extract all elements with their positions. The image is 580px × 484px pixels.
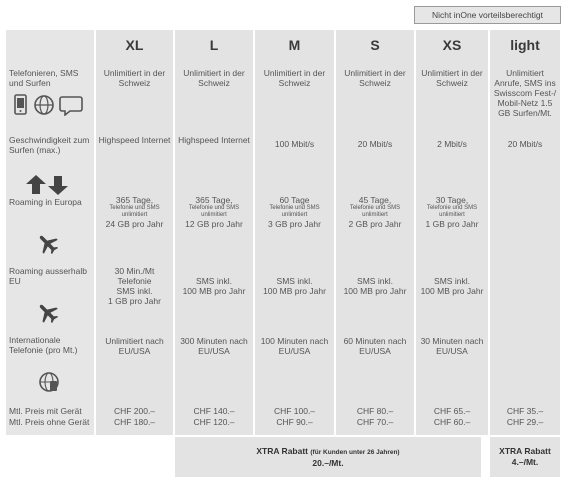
roaming-europa-xl — [96, 195, 173, 229]
xtra-rabatt-subtitle: (für Kunden unter 26 Jahren) — [310, 449, 400, 456]
xtra-rabatt-light-banner — [490, 437, 560, 477]
label-roaming-europa: Roaming in Europa — [9, 197, 82, 207]
label-roaming-ausserhalb: Roaming ausserhalb EU — [9, 266, 87, 286]
telefonieren-xs: Unlimitiert in der Schweiz — [421, 68, 483, 88]
roaming-data: 3 GB pro Jahr — [268, 219, 321, 229]
roaming-note: Telefonie und SMS unlimitiert — [269, 205, 320, 218]
plan-column-light — [490, 30, 560, 435]
preis-mit-xs: CHF 65.– — [433, 406, 471, 416]
comparison-table — [6, 30, 560, 435]
xtra-rabatt-banner — [175, 437, 481, 477]
roaming-days: 365 Tage, — [195, 195, 233, 205]
roaming-ausserhalb-l — [175, 276, 253, 296]
plan-column-xl — [96, 30, 173, 435]
roaming-ausserhalb-sms: SMS inkl. — [196, 276, 232, 286]
internationale-xl: Unlimitiert nach EU/USA — [105, 336, 164, 356]
preis-mit-m: CHF 100.– — [273, 406, 316, 416]
plan-column-s — [336, 30, 414, 435]
xtra-rabatt-title: XTRA Rabatt — [256, 446, 309, 456]
preis-mit-s: CHF 80.– — [356, 406, 394, 416]
plan-column-l — [175, 30, 253, 435]
roaming-days: 45 Tage, — [358, 195, 392, 205]
preis-mit-l: CHF 140.– — [193, 406, 235, 416]
row-labels-column — [6, 30, 94, 435]
preis-ohne-xl: CHF 180.– — [113, 417, 156, 427]
label-preis-ohne: Mtl. Preis ohne Gerät — [9, 417, 90, 427]
roaming-ausserhalb-sms: SMS inkl. — [116, 286, 153, 296]
plan-title-l: L — [209, 37, 219, 53]
telefonieren-light: Unlimitiert Anrufe, SMS ins Swisscom Fest-/ Mobil-Netz 1.5 GB Surfen/Mt. — [493, 68, 557, 118]
roaming-note: Telefonie und SMS unlimitiert — [188, 205, 240, 218]
roaming-ausserhalb-data: 100 MB pro Jahr — [263, 286, 326, 296]
geschwindigkeit-xs: 2 Mbit/s — [437, 139, 467, 149]
roaming-ausserhalb-sms: SMS inkl. — [434, 276, 470, 286]
roaming-ausserhalb-data: 1 GB pro Jahr — [108, 296, 161, 306]
preis-ohne-s: CHF 70.– — [356, 417, 394, 427]
arrows-up-down-icon — [26, 175, 70, 195]
preis-ohne-m: CHF 90.– — [276, 417, 313, 427]
preis-ohne-xs: CHF 60.– — [433, 417, 471, 427]
xtra-rabatt-light-title: XTRA Rabatt — [499, 446, 551, 456]
label-geschwindigkeit: Geschwindigkeit zum Surfen (max.) — [9, 135, 90, 155]
roaming-note: Telefonie und SMS unlimitiert — [426, 205, 478, 218]
geschwindigkeit-light: 20 Mbit/s — [507, 139, 543, 149]
roaming-data: 24 GB pro Jahr — [105, 219, 164, 229]
internationale-s: 60 Minuten nach EU/USA — [343, 336, 407, 356]
device-icons — [12, 94, 90, 116]
airplane-icon — [36, 233, 60, 255]
preis-mit-xl: CHF 200.– — [113, 406, 156, 416]
preis-ohne-l: CHF 120.– — [193, 417, 235, 427]
preis-mit-light: CHF 35.– — [506, 406, 544, 416]
plan-title-xl: XL — [125, 37, 144, 53]
internationale-xs: 30 Minuten nach EU/USA — [420, 336, 484, 356]
internationale-l: 300 Minuten nach EU/USA — [180, 336, 248, 356]
roaming-data: 2 GB pro Jahr — [348, 219, 402, 229]
roaming-ausserhalb-m — [255, 276, 334, 296]
roaming-days: 60 Tage — [279, 195, 310, 205]
roaming-ausserhalb-telefonie: 30 Min./Mt Telefonie — [114, 266, 155, 286]
roaming-ausserhalb-xs — [416, 276, 488, 296]
roaming-ausserhalb-data: 100 MB pro Jahr — [343, 286, 407, 296]
label-preis-mit: Mtl. Preis mit Gerät — [9, 406, 82, 416]
roaming-days: 365 Tage, — [115, 195, 154, 205]
roaming-ausserhalb-s — [336, 276, 414, 296]
plan-column-xs — [416, 30, 488, 435]
phone-icon — [15, 95, 26, 114]
telefonieren-m: Unlimitiert in der Schweiz — [263, 68, 326, 88]
plan-title-xs: XS — [442, 37, 462, 53]
roaming-note: Telefonie und SMS unlimitiert — [109, 205, 160, 218]
roaming-note: Telefonie und SMS unlimitiert — [349, 205, 401, 218]
label-telefonieren: Telefonieren, SMS und Surfen — [9, 68, 79, 88]
roaming-days: 30 Tage, — [435, 195, 469, 205]
roaming-ausserhalb-data: 100 MB pro Jahr — [182, 286, 246, 296]
chat-icon — [60, 97, 82, 115]
geschwindigkeit-l: Highspeed Internet — [178, 135, 250, 145]
plan-title-light: light — [510, 37, 540, 53]
preis-ohne-light: CHF 29.– — [506, 417, 544, 427]
not-inone-note: Nicht inOne vorteilsberechtigt — [414, 6, 561, 24]
telefonieren-xl: Unlimitiert in der Schweiz — [103, 68, 166, 88]
airplane-icon — [36, 302, 60, 324]
roaming-data: 12 GB pro Jahr — [185, 219, 243, 229]
plan-column-m — [255, 30, 334, 435]
telefonieren-l: Unlimitiert in der Schweiz — [183, 68, 245, 88]
globe-phone-icon — [38, 371, 60, 393]
plan-title-m: M — [288, 37, 301, 53]
roaming-ausserhalb-data: 100 MB pro Jahr — [420, 286, 484, 296]
xtra-rabatt-amount: 20.–/Mt. — [312, 458, 344, 468]
geschwindigkeit-m: 100 Mbit/s — [274, 139, 315, 149]
roaming-data: 1 GB pro Jahr — [425, 219, 479, 229]
geschwindigkeit-xl: Highspeed Internet — [98, 135, 171, 145]
roaming-europa-m — [255, 195, 334, 229]
label-internationale: Internationale Telefonie (pro Mt.) — [9, 335, 78, 355]
xtra-rabatt-light-amount: 4.–/Mt. — [511, 457, 539, 467]
roaming-ausserhalb-xl — [96, 266, 173, 306]
roaming-europa-s — [336, 195, 414, 229]
roaming-europa-xs — [416, 195, 488, 229]
plan-title-s: S — [370, 37, 380, 53]
geschwindigkeit-s: 20 Mbit/s — [357, 139, 393, 149]
globe-icon — [35, 96, 53, 114]
roaming-ausserhalb-sms: SMS inkl. — [276, 276, 313, 286]
telefonieren-s: Unlimitiert in der Schweiz — [344, 68, 406, 88]
internationale-m: 100 Minuten nach EU/USA — [260, 336, 329, 356]
roaming-europa-l — [175, 195, 253, 229]
roaming-ausserhalb-sms: SMS inkl. — [357, 276, 393, 286]
